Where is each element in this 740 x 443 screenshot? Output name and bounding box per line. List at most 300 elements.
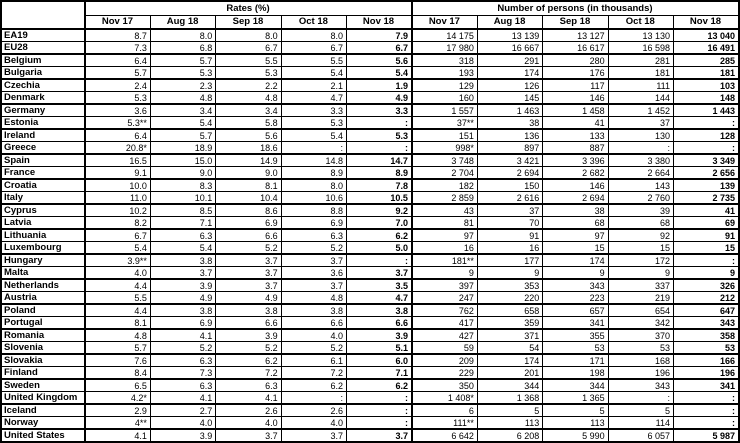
rate-cell: 8.1	[216, 179, 281, 192]
persons-cell: 5	[608, 404, 673, 417]
persons-cell: 2 616	[477, 192, 542, 205]
table-row	[1, 92, 739, 105]
table-row	[1, 229, 739, 242]
rate-cell: 5.5	[216, 54, 281, 67]
persons-cell: 198	[543, 367, 608, 380]
row-header-country: Sweden	[1, 379, 85, 392]
rate-cell: 3.7	[150, 267, 215, 280]
group-header-row	[1, 1, 739, 15]
rate-cell: 2.9	[85, 404, 150, 417]
rate-cell: 3.3	[281, 104, 346, 117]
rate-cell: 5.2	[150, 342, 215, 355]
persons-cell: 130	[608, 129, 673, 142]
persons-cell: 654	[608, 304, 673, 317]
rate-cell: :	[281, 392, 346, 405]
rate-cell: 6.4	[85, 54, 150, 67]
rate-cell: 15.0	[150, 154, 215, 167]
persons-cell: 326	[674, 279, 739, 292]
rate-cell: 7.2	[216, 367, 281, 380]
persons-cell: 219	[608, 292, 673, 305]
persons-cell: 2 760	[608, 192, 673, 205]
rate-cell: 8.7	[85, 29, 150, 42]
rate-cell: 2.7	[150, 404, 215, 417]
row-header-country: Luxembourg	[1, 242, 85, 255]
persons-cell: 114	[608, 417, 673, 430]
persons-cell: 417	[412, 317, 477, 330]
row-header-country: Belgium	[1, 54, 85, 67]
rate-cell: 5.8	[216, 117, 281, 130]
table-row	[1, 392, 739, 405]
table-row	[1, 404, 739, 417]
row-header-country: Lithuania	[1, 229, 85, 242]
persons-cell: 1 408*	[412, 392, 477, 405]
rate-cell: 4.9	[216, 292, 281, 305]
persons-cell: :	[674, 142, 739, 155]
persons-cell: 16	[477, 242, 542, 255]
persons-cell: 174	[477, 354, 542, 367]
rate-cell: 6.2	[281, 379, 346, 392]
persons-cell: 53	[674, 342, 739, 355]
table-row	[1, 379, 739, 392]
rate-cell: 6.1	[281, 354, 346, 367]
rate-cell: 3.8	[150, 304, 215, 317]
rate-cell: 5.3	[347, 129, 412, 142]
rate-cell: 6.7	[85, 229, 150, 242]
table-row	[1, 292, 739, 305]
rate-cell: 5.7	[85, 67, 150, 80]
persons-cell: 181	[674, 67, 739, 80]
persons-cell: 5 990	[543, 429, 608, 442]
persons-cell: :	[674, 404, 739, 417]
persons-cell: 15	[543, 242, 608, 255]
persons-cell: 181	[608, 67, 673, 80]
rate-cell: :	[347, 142, 412, 155]
rate-cell: 14.8	[281, 154, 346, 167]
table-row	[1, 204, 739, 217]
rate-cell: 7.1	[150, 217, 215, 230]
persons-cell: 6	[412, 404, 477, 417]
persons-cell: 174	[477, 67, 542, 80]
table-row	[1, 167, 739, 180]
persons-cell: 6 057	[608, 429, 673, 442]
rate-cell: 5.1	[347, 342, 412, 355]
rate-cell: 5.4	[281, 67, 346, 80]
rate-cell: 5.4	[281, 129, 346, 142]
persons-cell: 41	[674, 204, 739, 217]
rate-cell: 5.3**	[85, 117, 150, 130]
rate-cell: 3.8	[216, 304, 281, 317]
rate-cell: 9.2	[347, 204, 412, 217]
rate-cell: 3.7	[347, 429, 412, 442]
rate-cell: 3.7	[347, 267, 412, 280]
col-header-month: Nov 18	[347, 15, 412, 29]
rate-cell: 7.8	[347, 179, 412, 192]
rate-cell: :	[347, 392, 412, 405]
persons-cell: 2 694	[543, 192, 608, 205]
persons-cell: 16 598	[608, 42, 673, 55]
rate-cell: 7.6	[85, 354, 150, 367]
persons-cell: 171	[543, 354, 608, 367]
persons-cell: 177	[477, 254, 542, 267]
col-header-month: Sep 18	[543, 15, 608, 29]
table-row	[1, 304, 739, 317]
persons-cell: 1 443	[674, 104, 739, 117]
rate-cell: 3.9	[347, 329, 412, 342]
persons-cell: 342	[608, 317, 673, 330]
rate-cell: 5.3	[281, 117, 346, 130]
rate-cell: 8.9	[281, 167, 346, 180]
persons-cell: 5 987	[674, 429, 739, 442]
rate-cell: 6.3	[150, 229, 215, 242]
persons-cell: 9	[477, 267, 542, 280]
rate-cell: 8.5	[150, 204, 215, 217]
row-header-country: Austria	[1, 292, 85, 305]
table-row	[1, 329, 739, 342]
rate-cell: 3.5	[347, 279, 412, 292]
rate-cell: 5.3	[216, 67, 281, 80]
rate-cell: 4**	[85, 417, 150, 430]
table-row	[1, 342, 739, 355]
persons-cell: 193	[412, 67, 477, 80]
persons-cell: 54	[477, 342, 542, 355]
rate-cell: 6.6	[347, 317, 412, 330]
rate-cell: 8.8	[281, 204, 346, 217]
table-row	[1, 154, 739, 167]
persons-cell: 81	[412, 217, 477, 230]
persons-cell: 344	[477, 379, 542, 392]
persons-cell: 371	[477, 329, 542, 342]
persons-cell: 3 748	[412, 154, 477, 167]
persons-cell: 148	[674, 92, 739, 105]
persons-cell: 343	[608, 379, 673, 392]
persons-cell: 1 463	[477, 104, 542, 117]
persons-cell: 998*	[412, 142, 477, 155]
persons-cell: 139	[674, 179, 739, 192]
persons-cell: 3 349	[674, 154, 739, 167]
rate-cell: 4.1	[150, 392, 215, 405]
persons-cell: 111	[608, 79, 673, 92]
rate-cell: 5.6	[216, 129, 281, 142]
table-row	[1, 429, 739, 442]
persons-cell: 15	[674, 242, 739, 255]
row-header-country: Croatia	[1, 179, 85, 192]
persons-cell: 6 208	[477, 429, 542, 442]
persons-cell: 143	[608, 179, 673, 192]
persons-cell: 168	[608, 354, 673, 367]
persons-cell: 281	[608, 54, 673, 67]
rate-cell: 9.0	[150, 167, 215, 180]
persons-cell: 13 139	[477, 29, 542, 42]
rate-cell: 4.8	[85, 329, 150, 342]
persons-cell: 145	[477, 92, 542, 105]
table-row	[1, 192, 739, 205]
persons-cell: 220	[477, 292, 542, 305]
persons-cell: 657	[543, 304, 608, 317]
col-header-month: Aug 18	[150, 15, 215, 29]
rate-cell: 6.2	[347, 379, 412, 392]
rate-cell: 2.2	[216, 79, 281, 92]
rate-cell: 6.9	[216, 217, 281, 230]
table-row	[1, 104, 739, 117]
rate-cell: 9.0	[216, 167, 281, 180]
persons-cell: 136	[477, 129, 542, 142]
rate-cell: 6.6	[216, 317, 281, 330]
rate-cell: 3.7	[216, 267, 281, 280]
rate-cell: 4.7	[347, 292, 412, 305]
table-row	[1, 317, 739, 330]
persons-cell: 397	[412, 279, 477, 292]
persons-cell: 285	[674, 54, 739, 67]
rate-cell: 8.1	[85, 317, 150, 330]
rate-cell: 3.7	[216, 279, 281, 292]
table-row	[1, 54, 739, 67]
row-header-country: Netherlands	[1, 279, 85, 292]
rate-cell: 4.9	[150, 292, 215, 305]
row-header-country: United Kingdom	[1, 392, 85, 405]
persons-cell: 337	[608, 279, 673, 292]
row-header-country: Malta	[1, 267, 85, 280]
persons-cell: 176	[543, 67, 608, 80]
rate-cell: 6.3	[150, 354, 215, 367]
persons-cell: :	[674, 117, 739, 130]
persons-cell: 129	[412, 79, 477, 92]
persons-cell: 291	[477, 54, 542, 67]
rate-cell: 6.9	[150, 317, 215, 330]
rate-cell: 3.7	[216, 254, 281, 267]
table-row	[1, 79, 739, 92]
persons-cell: 229	[412, 367, 477, 380]
persons-cell: 150	[477, 179, 542, 192]
col-header-month: Nov 18	[674, 15, 739, 29]
rate-cell: 6.3	[216, 379, 281, 392]
rate-cell: 2.6	[216, 404, 281, 417]
row-header-country: Denmark	[1, 92, 85, 105]
rate-cell: 16.5	[85, 154, 150, 167]
row-header-country: France	[1, 167, 85, 180]
table-row	[1, 117, 739, 130]
persons-cell: 2 704	[412, 167, 477, 180]
rate-cell: 5.7	[85, 342, 150, 355]
rate-cell: 8.6	[216, 204, 281, 217]
persons-cell: :	[674, 392, 739, 405]
persons-cell: 91	[477, 229, 542, 242]
persons-cell: 344	[543, 379, 608, 392]
persons-cell: 353	[477, 279, 542, 292]
persons-cell: 38	[477, 117, 542, 130]
persons-cell: 181**	[412, 254, 477, 267]
rate-cell: 4.0	[281, 329, 346, 342]
row-header-country: Ireland	[1, 129, 85, 142]
rate-cell: 4.1	[216, 392, 281, 405]
table-row	[1, 67, 739, 80]
months-header-row	[1, 15, 739, 29]
row-header-country: Romania	[1, 329, 85, 342]
rate-cell: 11.0	[85, 192, 150, 205]
rate-cell: 10.6	[281, 192, 346, 205]
rate-cell: :	[281, 142, 346, 155]
persons-cell: 9	[674, 267, 739, 280]
row-header-country: Spain	[1, 154, 85, 167]
persons-cell: 160	[412, 92, 477, 105]
rate-cell: 8.2	[85, 217, 150, 230]
rate-cell: 6.4	[85, 129, 150, 142]
rate-cell: 7.0	[347, 217, 412, 230]
row-header-country: Portugal	[1, 317, 85, 330]
rate-cell: 4.1	[85, 429, 150, 442]
persons-cell: 3 421	[477, 154, 542, 167]
persons-cell: 59	[412, 342, 477, 355]
rate-cell: 3.7	[281, 429, 346, 442]
persons-cell: 9	[412, 267, 477, 280]
persons-cell: 92	[608, 229, 673, 242]
rate-cell: 3.9	[216, 329, 281, 342]
persons-cell: 2 694	[477, 167, 542, 180]
rate-cell: 3.9	[150, 279, 215, 292]
col-header-month: Aug 18	[477, 15, 542, 29]
rate-cell: 6.6	[216, 229, 281, 242]
persons-cell: 897	[477, 142, 542, 155]
persons-cell: 341	[674, 379, 739, 392]
table-row	[1, 179, 739, 192]
rate-cell: 5.7	[150, 54, 215, 67]
persons-cell: 91	[674, 229, 739, 242]
row-header-country: Germany	[1, 104, 85, 117]
rate-cell: 6.2	[216, 354, 281, 367]
rate-cell: 18.9	[150, 142, 215, 155]
rate-cell: 3.3	[347, 104, 412, 117]
persons-cell: 111**	[412, 417, 477, 430]
col-header-month: Nov 17	[412, 15, 477, 29]
rate-cell: 5.0	[347, 242, 412, 255]
persons-cell: :	[674, 254, 739, 267]
rate-cell: 3.8	[281, 304, 346, 317]
table-row	[1, 142, 739, 155]
rate-cell: 4.0	[216, 417, 281, 430]
persons-cell: 37	[477, 204, 542, 217]
persons-cell: 5	[477, 404, 542, 417]
persons-cell: 166	[674, 354, 739, 367]
persons-cell: 16	[412, 242, 477, 255]
persons-cell: 370	[608, 329, 673, 342]
rate-cell: 3.4	[150, 104, 215, 117]
rate-cell: 6.3	[150, 379, 215, 392]
rate-cell: 6.7	[347, 42, 412, 55]
rate-cell: 5.4	[150, 117, 215, 130]
rate-cell: 4.4	[85, 304, 150, 317]
rate-cell: 4.8	[150, 92, 215, 105]
persons-cell: 174	[543, 254, 608, 267]
col-header-month: Oct 18	[608, 15, 673, 29]
persons-cell: 9	[543, 267, 608, 280]
table-row	[1, 417, 739, 430]
row-header-country: Italy	[1, 192, 85, 205]
persons-cell: :	[608, 142, 673, 155]
rate-cell: 1.9	[347, 79, 412, 92]
persons-cell: 212	[674, 292, 739, 305]
persons-cell: 146	[543, 92, 608, 105]
row-header-country: Poland	[1, 304, 85, 317]
persons-cell: 128	[674, 129, 739, 142]
persons-cell: 2 682	[543, 167, 608, 180]
persons-cell: 318	[412, 54, 477, 67]
persons-cell: 126	[477, 79, 542, 92]
persons-cell: 151	[412, 129, 477, 142]
rate-cell: 4.8	[216, 92, 281, 105]
row-header-country: Finland	[1, 367, 85, 380]
rate-cell: 5.2	[281, 342, 346, 355]
persons-cell: 43	[412, 204, 477, 217]
rate-cell: 10.2	[85, 204, 150, 217]
rate-cell: 8.3	[150, 179, 215, 192]
rate-cell: 5.4	[85, 242, 150, 255]
persons-cell: 2 859	[412, 192, 477, 205]
rate-cell: 7.3	[150, 367, 215, 380]
persons-cell: 103	[674, 79, 739, 92]
persons-cell: 350	[412, 379, 477, 392]
rate-cell: 10.5	[347, 192, 412, 205]
table-row	[1, 254, 739, 267]
persons-cell: 1 365	[543, 392, 608, 405]
rate-cell: 3.7	[281, 254, 346, 267]
rate-cell: 3.7	[281, 279, 346, 292]
persons-group-header: Number of persons (in thousands)	[412, 1, 739, 15]
rate-cell: 8.0	[281, 29, 346, 42]
rate-cell: 8.4	[85, 367, 150, 380]
row-header-country: Estonia	[1, 117, 85, 130]
rate-cell: 4.2*	[85, 392, 150, 405]
col-header-month: Oct 18	[281, 15, 346, 29]
persons-cell: 9	[608, 267, 673, 280]
row-header-country: Latvia	[1, 217, 85, 230]
rate-cell: 3.4	[216, 104, 281, 117]
rate-cell: 8.0	[216, 29, 281, 42]
persons-cell: 3 396	[543, 154, 608, 167]
rate-cell: 10.4	[216, 192, 281, 205]
table-row	[1, 242, 739, 255]
row-header-country: Iceland	[1, 404, 85, 417]
row-header-country: Norway	[1, 417, 85, 430]
persons-cell: 223	[543, 292, 608, 305]
persons-cell: :	[608, 392, 673, 405]
rate-cell: 6.6	[281, 317, 346, 330]
table-row	[1, 42, 739, 55]
persons-cell: 68	[543, 217, 608, 230]
persons-cell: 1 458	[543, 104, 608, 117]
col-header-month: Nov 17	[85, 15, 150, 29]
persons-cell: 69	[674, 217, 739, 230]
persons-cell: 37**	[412, 117, 477, 130]
persons-cell: 97	[543, 229, 608, 242]
persons-cell: 762	[412, 304, 477, 317]
rate-cell: 4.0	[85, 267, 150, 280]
persons-cell: 5	[543, 404, 608, 417]
rate-cell: 6.8	[150, 42, 215, 55]
rate-cell: 7.3	[85, 42, 150, 55]
rate-cell: 10.1	[150, 192, 215, 205]
persons-cell: 113	[477, 417, 542, 430]
rate-cell: 5.5	[85, 292, 150, 305]
persons-cell: 343	[543, 279, 608, 292]
persons-cell: 68	[608, 217, 673, 230]
rate-cell: 3.6	[85, 104, 150, 117]
persons-cell: 358	[674, 329, 739, 342]
persons-cell: 53	[608, 342, 673, 355]
rate-cell: 2.3	[150, 79, 215, 92]
rate-cell: 5.3	[150, 67, 215, 80]
persons-cell: 133	[543, 129, 608, 142]
rate-cell: 5.2	[216, 242, 281, 255]
rate-cell: 8.0	[150, 29, 215, 42]
